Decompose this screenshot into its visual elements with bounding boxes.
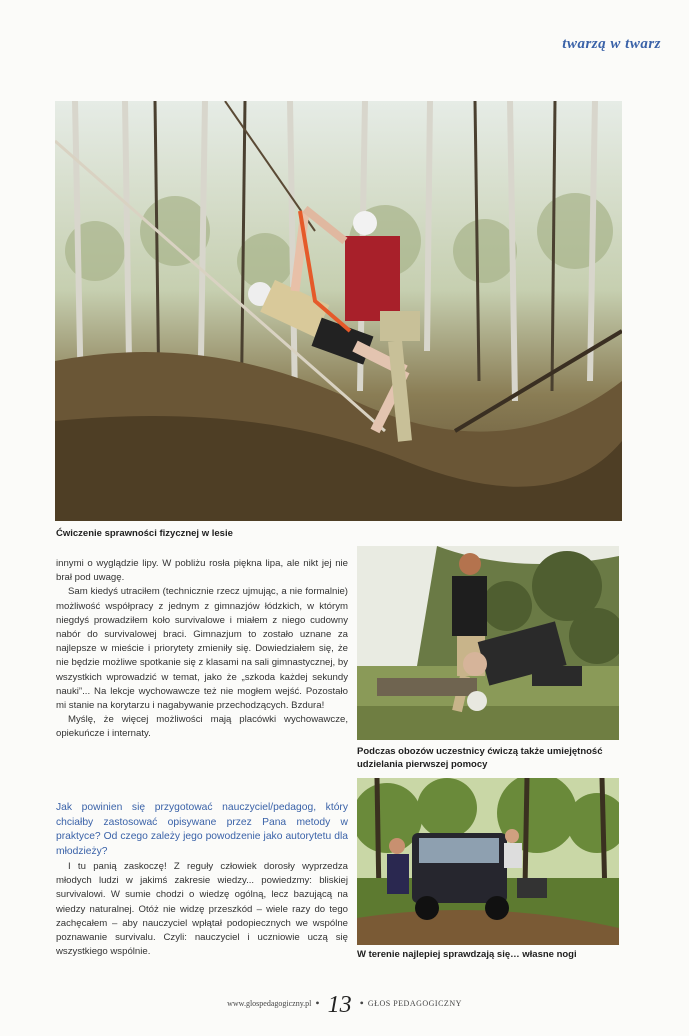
footer-separator: • xyxy=(315,996,320,1010)
paragraph-institutions: Myślę, że więcej możliwości mają placówki wychowawcze, opiekuńcze i internaty. xyxy=(56,714,348,740)
article-body-part2 xyxy=(56,860,348,959)
main-photo xyxy=(55,101,622,521)
page-number: 13 xyxy=(327,992,352,1018)
article-body-part1 xyxy=(56,557,348,742)
paragraph-school-story: Sam kiedyś utraciłem (technicznie rzecz ujmując, a nie formalnie) możliwość współpracy z jednym z gimnazjów łódzkich, w którym niegdyś prowadziłem koło survivalowe i miałem z niego cudowny nabór do survivalowej braci. Gimnazjum to zostało uznane za najlepsze w mieście i priorytety zmieniły się. Dowiedziałem się, że nie będzie możliwe spotkanie się z klasami na sali gimnastycznej, by wszystkich wprowadzić w temat, jako że „szkoda każdej sekundy nauki”... Na lekcje wychowawcze też nie mogłem wejść. Pozostało mi stanie na korytarzu i nagabywanie przechodzących. Bzdura! xyxy=(56,586,348,712)
terrain-caption: W terenie najlepiej sprawdzają się… własne nogi xyxy=(357,949,577,960)
paragraph-continuation: innymi o wyglądzie lipy. W pobliżu rosła piękna lipa, ale nikt jej nie brał pod uwagę. xyxy=(56,558,348,584)
first-aid-photo xyxy=(357,546,619,740)
footer-website: www.glospedagogiczny.pl xyxy=(227,999,312,1008)
footer-separator: • xyxy=(359,996,364,1010)
page-footer xyxy=(0,992,689,1019)
first-aid-image xyxy=(357,546,619,740)
main-photo-caption: Ćwiczenie sprawności fizycznej w lesie xyxy=(56,528,233,539)
terrain-vehicle-image xyxy=(357,778,619,945)
paragraph-answer: I tu panią zaskoczę! Z reguły człowiek dorosły wyprzedza młodych ludzi w jakimś zakresie wiedzy... powiedzmy: bliskiej survivalowi. W sumie chodzi o wiedzę ogólną, lecz bazującą na wiedzy naturalnej. Otóż nie widzę przeszkód – wiele razy do tego zachęcałem – aby nauczyciel wpłątał podopiecznych we wspólne poznawanie survivalu. Czyli: nauczyciel i uczniowie uczą się wszystkiego wspólnie. xyxy=(56,861,348,958)
terrain-photo xyxy=(357,778,619,945)
first-aid-caption: Podczas obozów uczestnicy ćwiczą także umiejętność udzielania pierwszej pomocy xyxy=(357,746,603,770)
interview-question: Jak powinien się przygotować nauczyciel/pedagog, który chciałby zastosować opisywane przez Pana metody w praktyce? Od czego zależy jego powodzenie jako autorytetu dla młodzieży? xyxy=(56,802,348,857)
section-label: twarzą w twarz xyxy=(562,36,661,52)
forest-exercise-image xyxy=(55,101,622,521)
footer-magazine: GŁOS PEDAGOGICZNY xyxy=(367,999,462,1008)
